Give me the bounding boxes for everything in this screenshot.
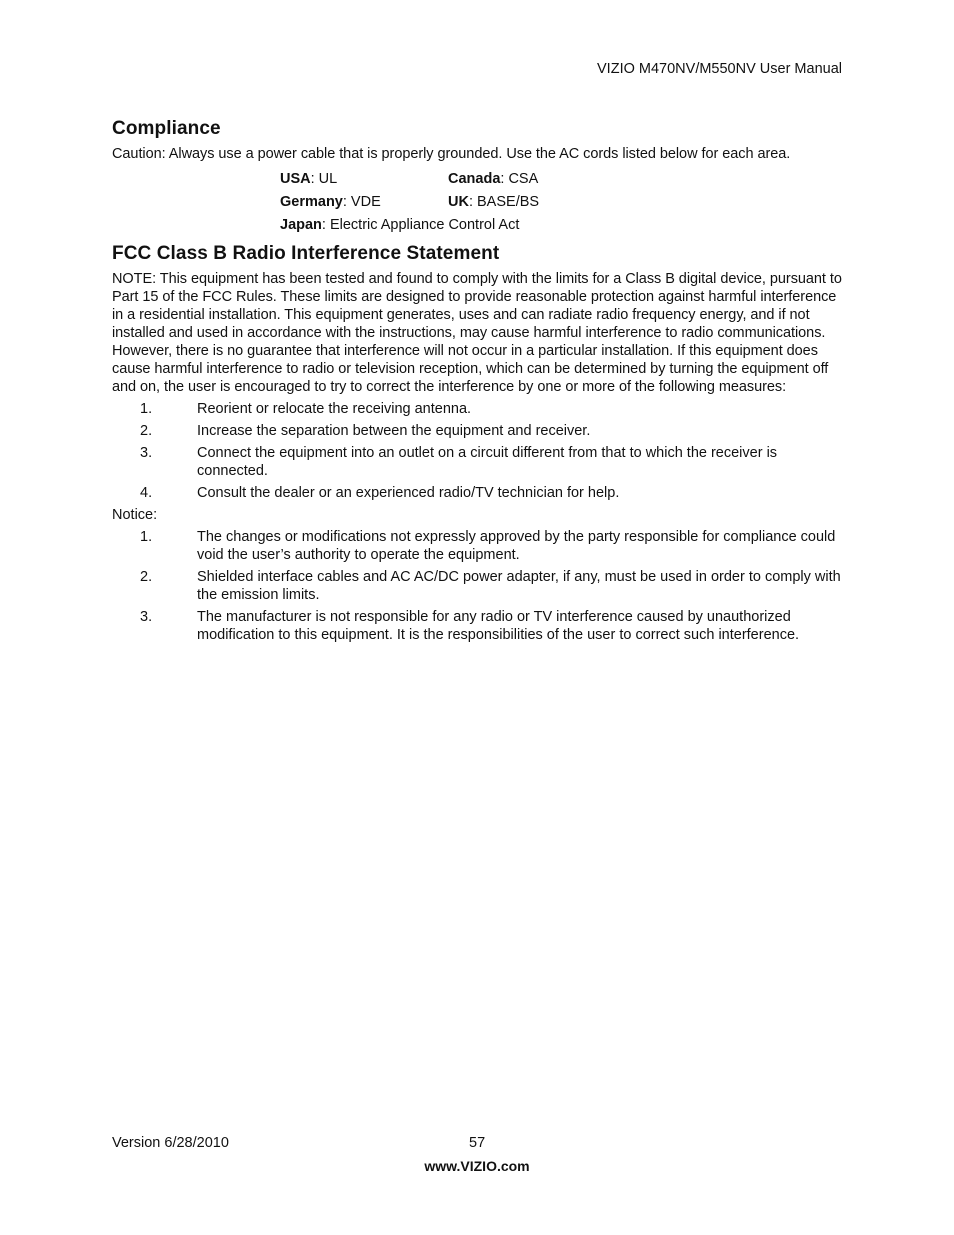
- cord-usa: [280, 170, 448, 188]
- list-number: 2.: [140, 569, 153, 585]
- cord-region: USA: [280, 171, 311, 187]
- list-number: 1.: [140, 401, 153, 417]
- compliance-heading: Compliance: [112, 118, 221, 139]
- cord-region: Canada: [448, 171, 501, 187]
- list-text: The changes or modifications not expressly approved by the party responsible for compliance could void the user’s authority to operate the equipment.: [197, 529, 836, 563]
- cord-japan: [280, 216, 842, 234]
- list-number: 4.: [140, 485, 153, 501]
- page-number: 57: [469, 1135, 486, 1151]
- list-text: Increase the separation between the equipment and receiver.: [197, 423, 591, 439]
- list-text: Consult the dealer or an experienced radio/TV technician for help.: [197, 485, 620, 501]
- cord-uk: [448, 193, 842, 211]
- cord-standard: : BASE/BS: [468, 194, 540, 210]
- footer-version: Version 6/28/2010: [112, 1135, 229, 1151]
- list-item: [112, 484, 842, 502]
- ac-cord-list: [280, 170, 842, 234]
- cord-germany: [280, 193, 448, 211]
- manual-title: VIZIO M470NV/M550NV User Manual: [597, 61, 842, 77]
- cord-standard: : CSA: [500, 171, 539, 187]
- list-number: 3.: [140, 445, 153, 461]
- cord-canada: [448, 170, 842, 188]
- list-number: 3.: [140, 609, 153, 625]
- cord-standard: : UL: [310, 171, 338, 187]
- measures-list: [112, 400, 842, 502]
- list-text: Shielded interface cables and AC AC/DC power adapter, if any, must be used in order to comply with the emission limits.: [197, 569, 841, 603]
- list-item: [112, 444, 842, 480]
- cord-region: Japan: [280, 217, 322, 233]
- list-number: 1.: [140, 529, 153, 545]
- cord-region: UK: [448, 194, 469, 210]
- footer-url: www.VIZIO.com: [424, 1158, 530, 1174]
- list-item: [112, 400, 842, 418]
- page-content: [112, 117, 842, 644]
- compliance-caution: Caution: Always use a power cable that is properly grounded. Use the AC cords listed below for each area.: [112, 146, 791, 162]
- fcc-heading: FCC Class B Radio Interference Statement: [112, 243, 500, 264]
- list-item: [112, 422, 842, 440]
- list-item: [112, 608, 842, 644]
- list-text: The manufacturer is not responsible for any radio or TV interference caused by unauthorized modification to this equipment. It is the responsibilities of the user to correct such interference.: [197, 609, 800, 643]
- fcc-note: NOTE: This equipment has been tested and found to comply with the limits for a Class B digital device, pursuant to Part 15 of the FCC Rules. These limits are designed to provide reasonable protection against harmful interference in a residential installation. This equipment generates, uses and can radiate radio frequency energy, and if not installed and used in accordance with the instructions, may cause harmful interference to radio communications. However, there is no guarantee that interference will not occur in a particular installation. If this equipment does cause harmful interference to radio or television reception, which can be determined by turning the equipment off and on, the user is encouraged to try to correct the interference by one or more of the following measures:: [112, 271, 842, 395]
- cord-standard: : Electric Appliance Control Act: [321, 217, 520, 233]
- list-text: Connect the equipment into an outlet on a circuit different from that to which the receiver is connected.: [197, 445, 778, 479]
- list-item: [112, 528, 842, 564]
- list-number: 2.: [140, 423, 153, 439]
- cord-region: Germany: [280, 194, 343, 210]
- notices-list: [112, 528, 842, 644]
- list-text: Reorient or relocate the receiving antenna.: [197, 401, 472, 417]
- list-item: [112, 568, 842, 604]
- cord-standard: : VDE: [342, 194, 381, 210]
- notice-label: Notice:: [112, 507, 158, 523]
